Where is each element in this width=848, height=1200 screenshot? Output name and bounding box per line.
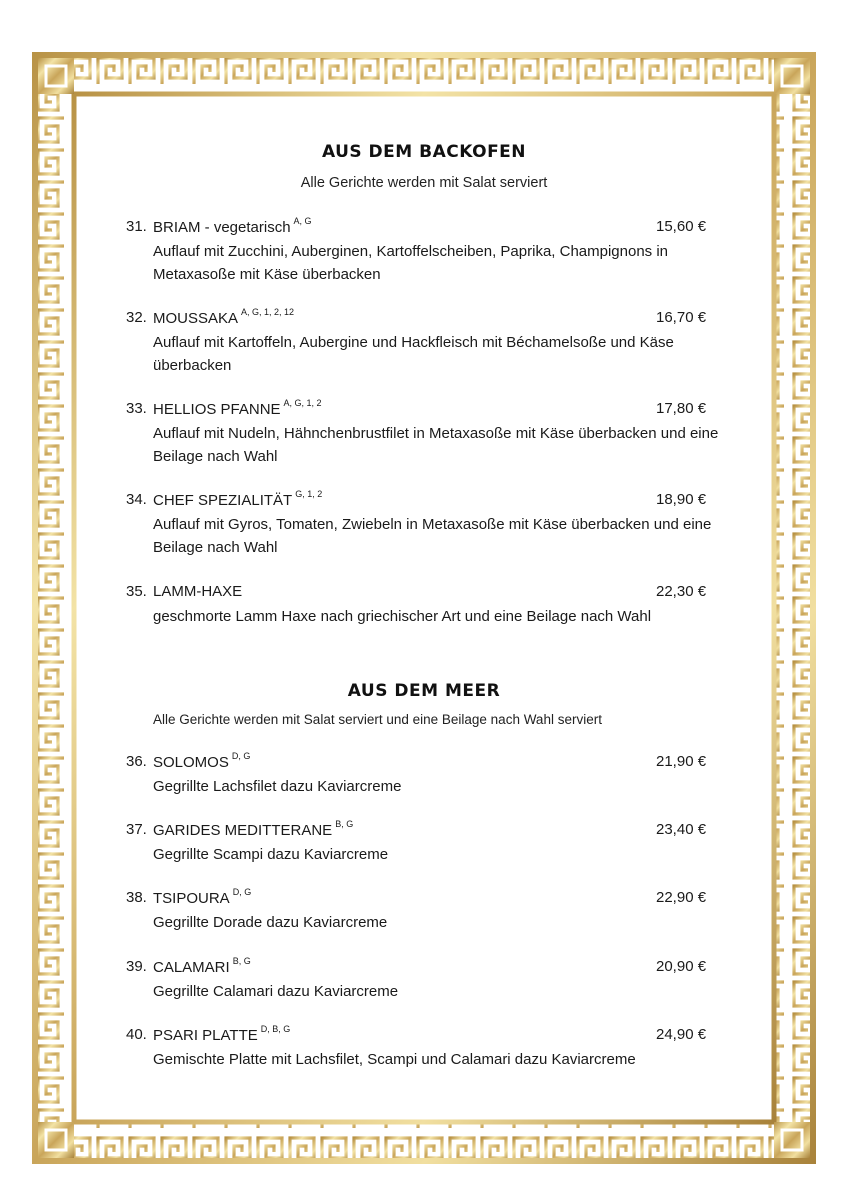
- item-description: Auflauf mit Zucchini, Auberginen, Kartoffelscheiben, Paprika, Champignons in Metaxasoße mit Käse überbacken: [153, 243, 669, 283]
- item-price: 17,80 €: [656, 400, 707, 417]
- item-price: 24,90 €: [656, 1026, 707, 1043]
- item-allergens: D, G: [231, 751, 251, 761]
- menu-item: [126, 821, 746, 866]
- item-description: Auflauf mit Nudeln, Hähnchenbrustfilet in Metaxasoße mit Käse überbacken und eine Beilage nach Wahl: [153, 425, 719, 465]
- item-name: CHEF SPEZIALITÄT: [153, 492, 293, 509]
- item-allergens: A, G, 1, 2: [283, 398, 322, 408]
- item-name: GARIDES MEDITTERANE: [153, 822, 333, 839]
- item-name-wrap: [153, 400, 322, 418]
- section-title-meer: AUS DEM MEER: [347, 681, 501, 701]
- item-name: HELLIOS PFANNE: [153, 401, 281, 418]
- menu-item: [126, 1026, 746, 1071]
- menu-item: [126, 309, 746, 377]
- menu-item: [126, 583, 746, 628]
- section-note-backofen: Alle Gerichte werden mit Salat serviert: [300, 175, 548, 191]
- item-allergens: A, G, 1, 2, 12: [241, 307, 295, 317]
- item-allergens: G, 1, 2: [295, 489, 323, 499]
- item-name-wrap: [153, 821, 353, 839]
- item-price: 21,90 €: [656, 753, 707, 770]
- item-number: 32.: [126, 309, 147, 326]
- item-number: 39.: [126, 958, 147, 975]
- menu-item: [126, 218, 746, 286]
- item-number: 35.: [126, 583, 147, 600]
- item-number: 33.: [126, 400, 147, 417]
- item-price: 20,90 €: [656, 958, 707, 975]
- item-price: 22,30 €: [656, 583, 707, 600]
- item-name: SOLOMOS: [153, 754, 229, 771]
- item-description: Auflauf mit Kartoffeln, Aubergine und Hackfleisch mit Béchamelsoße und Käse überbacken: [153, 334, 674, 374]
- item-name-wrap: [153, 958, 251, 976]
- item-name: MOUSSAKA: [153, 310, 239, 327]
- item-allergens: B, G: [335, 819, 354, 829]
- item-name-wrap: [153, 491, 322, 509]
- item-name: PSARI PLATTE: [153, 1027, 258, 1044]
- item-name-wrap: [153, 753, 250, 771]
- item-allergens: A, G: [293, 216, 312, 226]
- item-description: geschmorte Lamm Haxe nach griechischer Art und eine Beilage nach Wahl: [153, 608, 652, 625]
- item-price: 16,70 €: [656, 309, 707, 326]
- item-number: 34.: [126, 491, 147, 508]
- item-name-wrap: [153, 1026, 290, 1044]
- menu-item: [126, 753, 746, 798]
- item-description: Gegrillte Calamari dazu Kaviarcreme: [153, 983, 399, 1000]
- item-description: Gemischte Platte mit Lachsfilet, Scampi und Calamari dazu Kaviarcreme: [153, 1051, 636, 1068]
- item-number: 40.: [126, 1026, 147, 1043]
- item-name: CALAMARI: [153, 959, 230, 976]
- item-number: 36.: [126, 753, 147, 770]
- item-price: 15,60 €: [656, 218, 707, 235]
- section-note-meer: Alle Gerichte werden mit Salat serviert und eine Beilage nach Wahl serviert: [153, 712, 602, 727]
- item-name: LAMM-HAXE: [153, 583, 243, 600]
- item-price: 22,90 €: [656, 889, 707, 906]
- item-description: Gegrillte Scampi dazu Kaviarcreme: [153, 846, 389, 863]
- item-number: 37.: [126, 821, 147, 838]
- item-number: 38.: [126, 889, 147, 906]
- item-allergens: B, G: [232, 956, 251, 966]
- menu-item: [126, 958, 746, 1003]
- item-number: 31.: [126, 218, 147, 235]
- item-description: Gegrillte Dorade dazu Kaviarcreme: [153, 914, 388, 931]
- item-name-wrap: [153, 583, 242, 600]
- menu-item: [126, 889, 746, 934]
- menu-item: [126, 400, 746, 468]
- item-allergens: D, G: [232, 887, 252, 897]
- item-name-wrap: [153, 309, 294, 327]
- item-price: 18,90 €: [656, 491, 707, 508]
- item-description: Auflauf mit Gyros, Tomaten, Zwiebeln in Metaxasoße mit Käse überbacken und eine Beilage nach Wahl: [153, 516, 712, 556]
- item-name-wrap: [153, 889, 251, 907]
- section-title-backofen: AUS DEM BACKOFEN: [321, 142, 527, 162]
- item-name: TSIPOURA: [153, 890, 230, 907]
- item-allergens: D, B, G: [260, 1024, 291, 1034]
- item-price: 23,40 €: [656, 821, 707, 838]
- item-name-wrap: [153, 218, 312, 236]
- item-name: BRIAM - vegetarisch: [153, 219, 291, 236]
- item-description: Gegrillte Lachsfilet dazu Kaviarcreme: [153, 778, 402, 795]
- menu-item: [126, 491, 746, 559]
